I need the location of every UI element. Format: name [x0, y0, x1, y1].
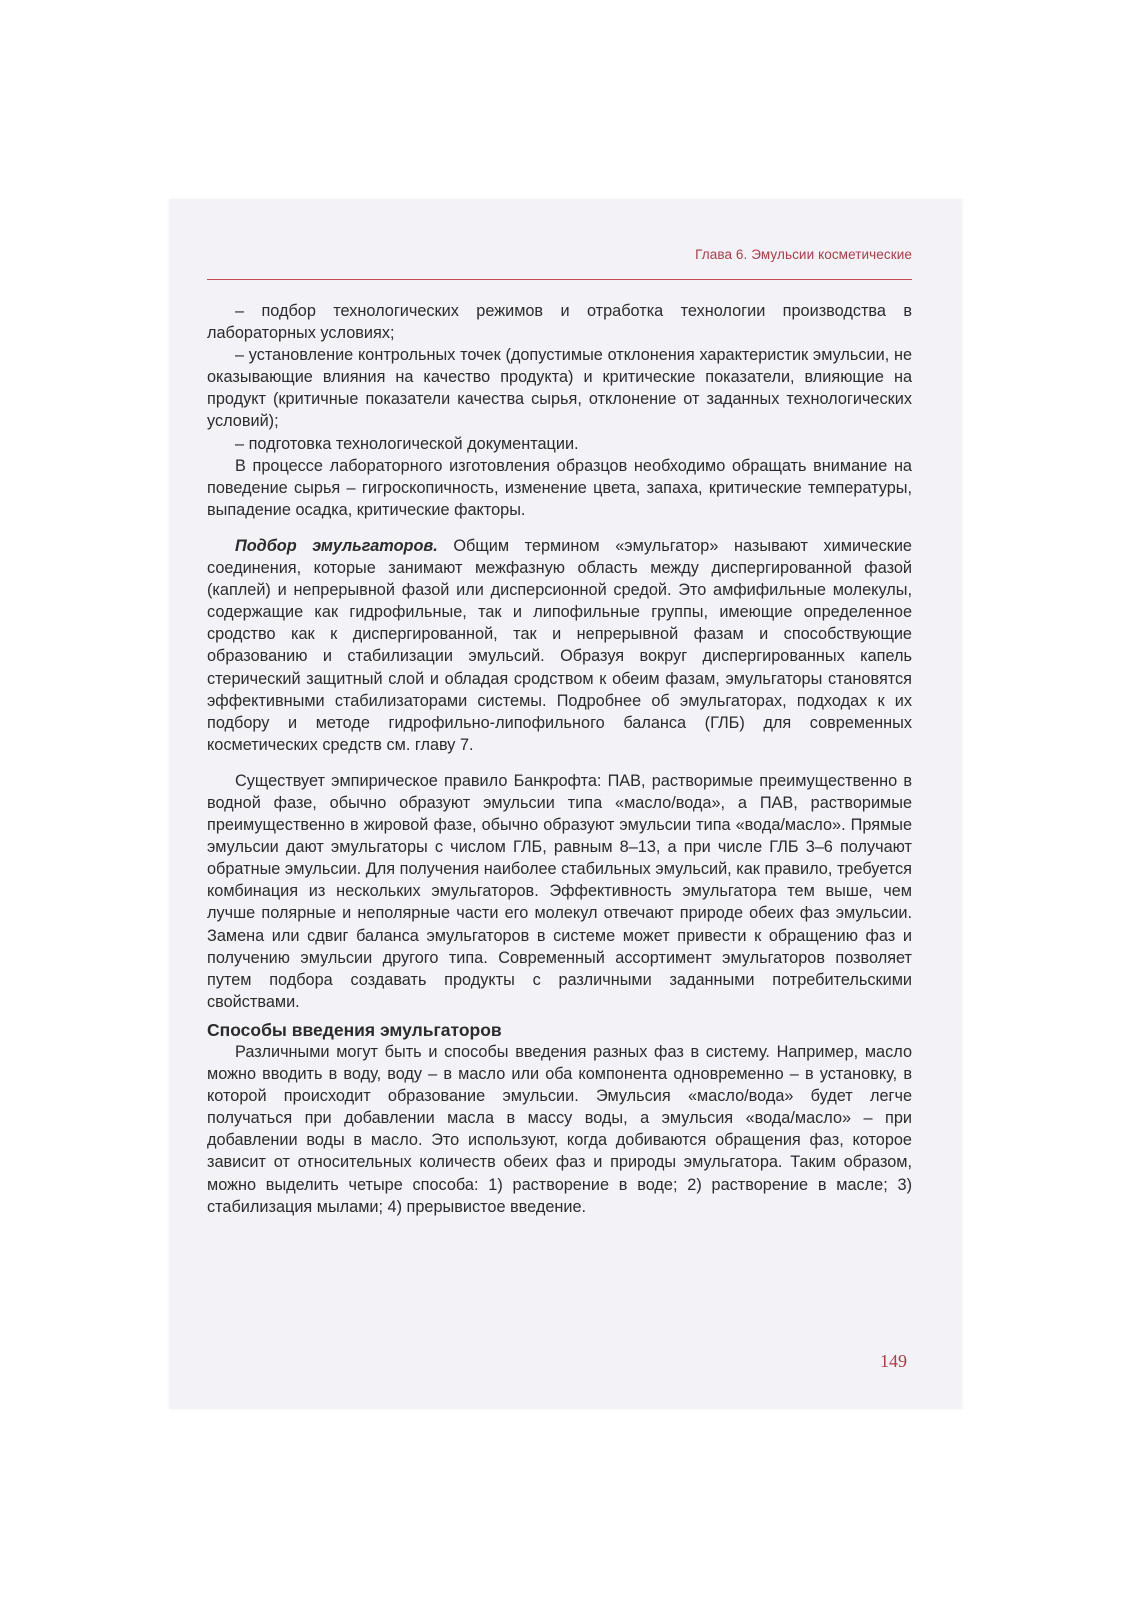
run-in-heading: Подбор эмульгаторов.: [235, 536, 438, 555]
header-rule: [207, 279, 912, 280]
book-page: [169, 199, 962, 1409]
paragraph-gap: [207, 521, 912, 535]
page-number: 149: [880, 1351, 907, 1371]
running-head: Глава 6. Эмульсии косметические: [695, 247, 912, 262]
list-item: – подготовка технологической документации.: [235, 434, 579, 453]
paragraph-bancroft-rule: Существует эмпирическое правило Банкрофта: ПАВ, растворимые преимущественно в водной фазе, обычно образуют эмульсии типа «масло/вода», а ПАВ, растворимые преимущественно в жировой фазе, обычно образуют эмульсии типа «вода/масло». Прямые эмульсии дают эмульгаторы с числом ГЛБ, равным 8–13, а при числе ГЛБ 3–6 получают обратные эмульсии. Для получения наиболее стабильных эмульсий, как правило, требуется комбинация из нескольких эмульгаторов. Эффективность эмульгатора тем выше, чем лучше полярные и неполярные части его молекул отвечают природе обеих фаз эмульсии. Замена или сдвиг баланса эмульгаторов в системе может привести к обращению фаз и получению эмульсии другого типа. Современный ассортимент эмульгаторов позволяет путем подбора создавать продукты с различными заданными потребительскими свойствами.: [207, 771, 912, 1011]
paragraph-gap: [207, 756, 912, 770]
page-body: [207, 300, 912, 1218]
paragraph-text: Общим термином «эмульгатор» называют химические соединения, которые занимают межфазную область между диспергированной фазой (каплей) и непрерывной фазой или дисперсионной средой. Это амфифильные молекулы, содержащие как гидрофильные, так и липофильные группы, имеющие определенное сродство как к диспергированной, так и непрерывной фазам и способствующие образованию и стабилизации эмульсий. Образуя вокруг диспергированных капель стерический защитный слой и обладая сродством к обеим фазам, эмульгаторы становятся эффективными стабилизаторами системы. Подробнее об эмульгаторах, подходах к их подбору и методе гидрофильно-липофильного баланса (ГЛБ) для современных косметических средств см. главу 7.: [207, 536, 912, 754]
paragraph-introduction-methods: Различными могут быть и способы введения разных фаз в систему. Например, масло можно вводить в воду, воду – в масло или оба компонента одновременно – в установку, в которой происходит образование эмульсии. Эмульсия «масло/вода» будет легче получаться при добавлении масла в массу воды, а эмульсия «вода/масло» – при добавлении воды в масло. Это используют, когда добиваются обращения фаз, которое зависит от относительных количеств обеих фаз и природы эмульгатора. Таким образом, можно выделить четыре способа: 1) растворение в воде; 2) растворение в масле; 3) стабилизация мылами; 4) прерывистое введение.: [207, 1043, 912, 1216]
paragraph-lab-samples: В процессе лабораторного изготовления образцов необходимо обращать внимание на поведение сырья – гигроскопичность, изменение цвета, запаха, критические температуры, выпадение осадка, критические факторы.: [207, 456, 912, 519]
section-heading: Способы введения эмульгаторов: [207, 1019, 502, 1040]
paragraph-emulsifier-selection: [207, 535, 912, 756]
list-item: – подбор технологических режимов и отработка технологии производства в лабораторных условиях;: [207, 302, 912, 343]
list-item: – установление контрольных точек (допустимые отклонения характеристик эмульсии, не оказывающие влияния на качество продукта) и критические показатели, влияющие на продукт (критичные показатели качества сырья, отклонение от заданных технологических условий);: [207, 346, 912, 431]
